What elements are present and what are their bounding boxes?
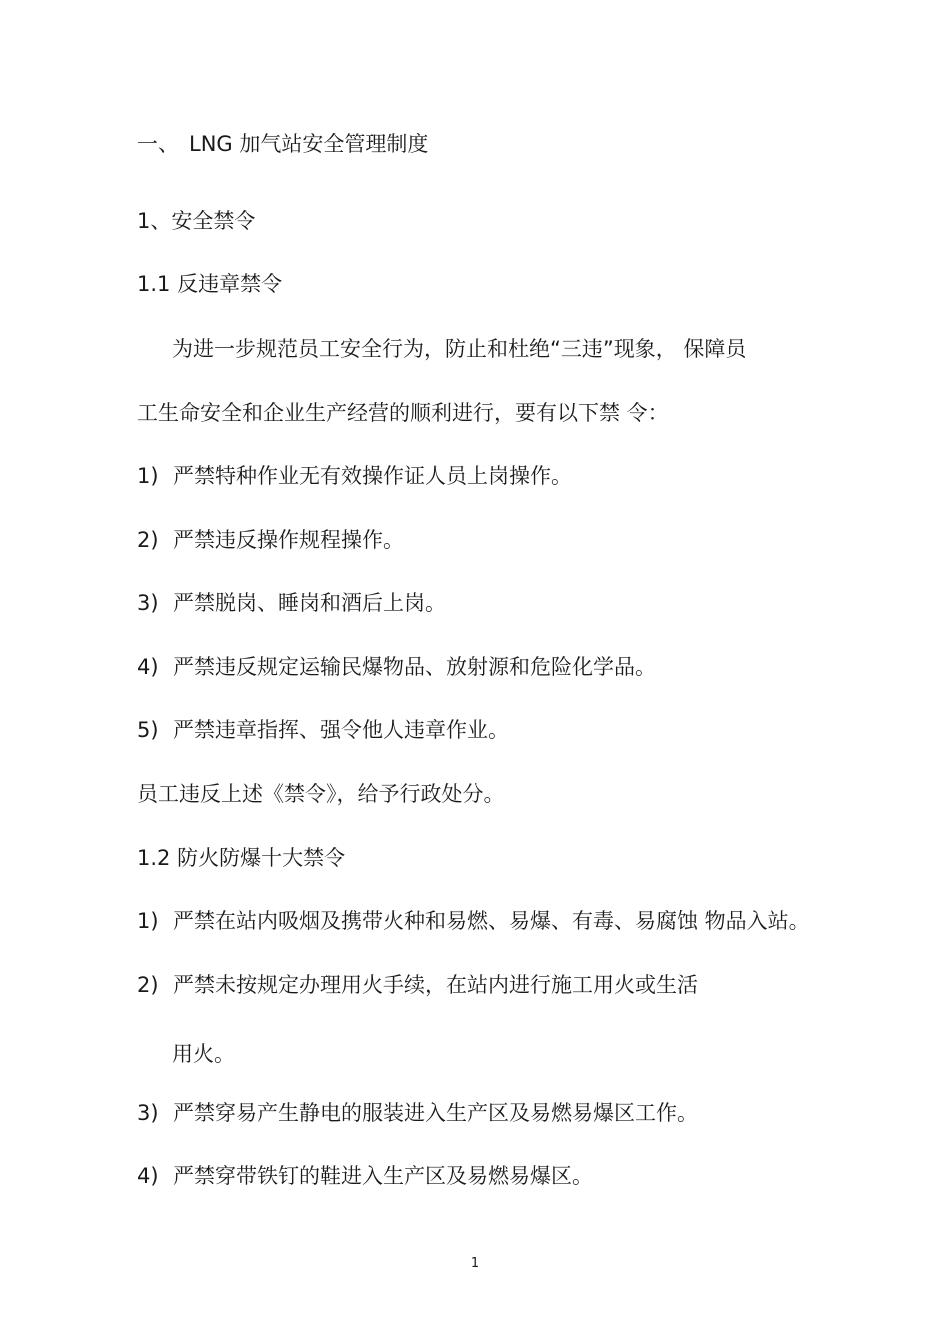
- list-item: [137, 462, 572, 490]
- section-heading-1-2: 1.2 防火防爆十大禁令: [137, 846, 346, 870]
- list-item: [137, 716, 509, 744]
- list-item-text: 严禁脱岗、睡岗和酒后上岗。: [173, 591, 446, 615]
- list-item-text: 严禁特种作业无有效操作证人员上岗操作。: [173, 464, 572, 488]
- list-item-number: 4): [137, 655, 159, 679]
- list-item-number: 2): [137, 528, 159, 552]
- list-item-number: 1): [137, 909, 159, 933]
- list-item: [137, 1162, 593, 1190]
- list-item: [137, 1099, 698, 1127]
- list-item-number: 1): [137, 464, 159, 488]
- list-item-text: 严禁未按规定办理用火手续，在站内进行施工用火或生活: [173, 973, 698, 997]
- list-item-continuation: 用火。: [172, 1042, 235, 1066]
- list-item-text: 严禁在站内吸烟及携带火种和易燃、易爆、有毒、易腐蚀 物品入站。: [173, 909, 810, 933]
- intro-paragraph-line-2: 工生命安全和企业生产经营的顺利进行，要有以下禁 令：: [137, 401, 669, 425]
- list-item: [137, 653, 656, 681]
- list-item-number: 2): [137, 973, 159, 997]
- document-title: [137, 130, 428, 158]
- section-heading-1-1: 1.1 反违章禁令: [137, 272, 283, 296]
- list-item: [137, 971, 698, 999]
- list-item: [137, 589, 446, 617]
- page-number: 1: [470, 1256, 480, 1271]
- list-item: [137, 526, 404, 554]
- section-heading-1: 1、安全禁令: [137, 209, 256, 233]
- list-item-number: 3): [137, 591, 159, 615]
- list-item-text: 严禁违章指挥、强令他人违章作业。: [173, 718, 509, 742]
- list-item-text: 严禁违反规定运输民爆物品、放射源和危险化学品。: [173, 655, 656, 679]
- list-item-number: 4): [137, 1164, 159, 1188]
- list-item-text: 严禁违反操作规程操作。: [173, 528, 404, 552]
- list-item-number: 3): [137, 1101, 159, 1125]
- intro-paragraph-line-1: 为进一步规范员工安全行为，防止和杜绝“三违”现象， 保障员: [172, 337, 747, 361]
- title-text: LNG 加气站安全管理制度: [189, 132, 429, 156]
- title-prefix: 一、: [137, 132, 179, 156]
- list-item-text: 严禁穿带铁钉的鞋进入生产区及易燃易爆区。: [173, 1164, 593, 1188]
- list-item-text: 严禁穿易产生静电的服装进入生产区及易燃易爆区工作。: [173, 1101, 698, 1125]
- list-item-number: 5): [137, 718, 159, 742]
- list-item: [137, 907, 810, 935]
- conclusion-paragraph: 员工违反上述《禁令》，给予行政处分。: [137, 782, 505, 806]
